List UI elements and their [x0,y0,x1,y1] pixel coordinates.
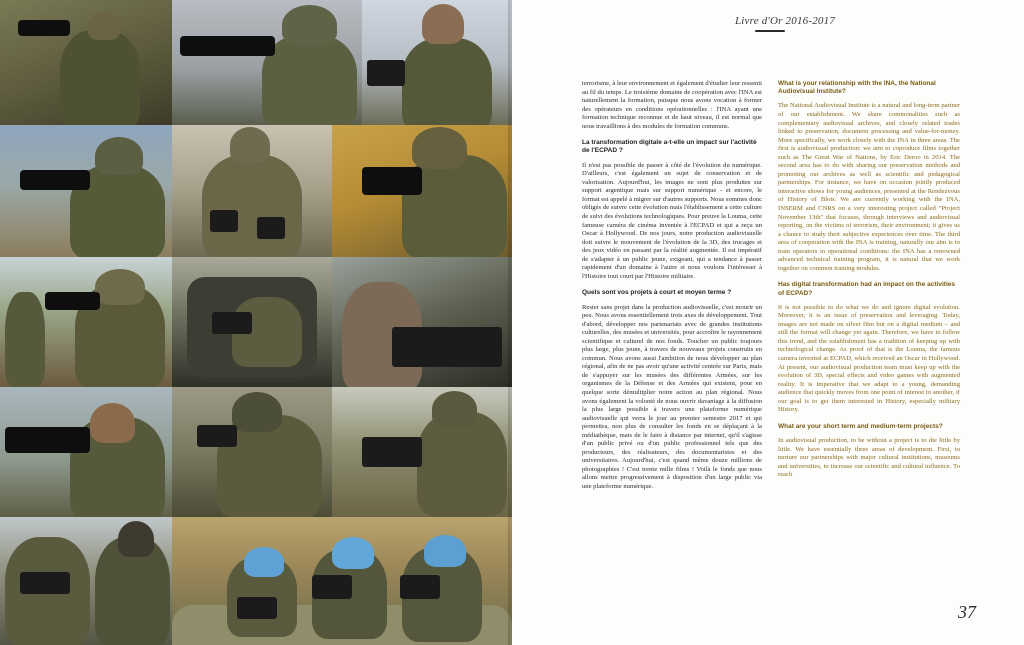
photo-soldier-telephoto [172,0,362,125]
french-answer-digital: Il n'est pas possible de passer à côté de l'évolution du numérique. D'ailleurs, c'est également un sujet de conservation et de valorisation. Aujourd'hui, les images ne sont plus produites sur support argentique mais sur support numérique - et encore, le format est appelé à migrer sur d'autres supports. Nous sommes donc obligés de suivre cette évolution mais l'établissement a cette culture de suivi des évolutions technologiques. Pour preuve la Louma, cette fameuse caméra de cinéma inventée à l'ECPAD et qui a reçu un Oscar à Hollywood. De nos jours, notre production audiovisuelle doit suivre le mouvement de l'évolution de la 3D, des trucages et des jeux vidéo en passant par la réalité augmentée. Il est impératif de s'adapter à un public jeune, exigeant, qui a tendance à passer rapidement d'un domaine à l'autre si nous voulons l'intéresser à l'Histoire tout court par l'Histoire militaire. [582,161,762,280]
photo-soldier-two-cameras [172,125,332,257]
photo-soldier-camera-2 [0,125,172,257]
english-answer-ina: The National Audiovisual Institute is a natural and long-term partner of our establishment. We share commonalities such as complementary audiovisual archives, and closely related trades linked to preservation, document processing and value-for-money. More specifically, we work closely with the INA in three areas. The first is audiovisual production: we aim to coproduce films together such as The Great War of Nations, by Eric Deroo in 2014. The second area has to do with sharing our preservation methods and promoting our archives as well as scientific and pedagogical partnerships. For instance, we have on occasion jointly produced interactive shows for young audiences, presented at the Rendezvous of History of Blois. We are currently working with the INA, INSERM and CNRS on a very interesting project called "Project November 13th" that focuses, through interviews and audiovisual reporting, on the victims of terrorism, their environment; it gives us a chance to study their subjective experiences over time. The third area of cooperation with the INA is training, naturally our aim is to train operators in operational conditions: the INA has a renowned advanced technical training program, it is natural that we work together on common training modules. [778,102,960,272]
french-question-projects: Quels sont vos projets à court et moyen terme ? [582,289,732,297]
photo-female-photographer [0,387,172,517]
photo-soldier-tripod [332,387,512,517]
french-answer-projects: Rester sans projet dans la production audiovisuelle, c'est mourir un peu. Nous avons essentiellement trois axes de développement. Tout d'abord, développer nos partenariats avec de grandes institutions culturelles, des musées et universités, pour accroître le rayonnement scientifique et culturel de nos fonds. Toucher un public toujours plus large, plus jeune, à travers de nouveaux projets construits en commun. Nous avons aussi l'ambition de nous développer au plan régional, afin de ne pas avoir qu'une activité centrée sur Paris, mais de s'appuyer sur les musées des différentes Armées, sur les organismes de la Défense et des Armées qui existent, pour en quelque sorte démultiplier notre action au plan régional. Nous avons également la volonté de nous ouvrir davantage à la diffusion la plus large possible à travers une plateforme numérique audiovisuelle qui verra le jour au premier semestre 2017 et qui permettra, non plus de consulter les fonds en se déplaçant à la médiathèque, mais de le faire à distance par internet, qu'il s'agisse d'un public privé ou d'un public professionnel tels que des producteurs, des réalisateurs, des documentaristes et des universitaires. Aujourd'hui, c'est quand même douze millions de photographies ! C'est trente mille films ! Voilà le fonds que nous allons mettre progressivement à disposition d'un large public via une plateforme numérique. [582,303,762,491]
photo-cameraman-closeup [332,257,512,387]
photo-soldier-crouching [172,387,332,517]
photo-vehicle-camera [172,257,332,387]
french-question-digital: La transformation digitale a-t-elle un impact sur l'activité de l'ECPAD ? [582,139,757,155]
english-question-digital: Has digital transformation had an impact on the activities of ECPAD? [778,281,955,297]
header-rule [755,30,785,32]
photo-soldier-headset [0,517,172,645]
photo-soldier-goggles [332,125,512,257]
english-question-projects: What are your short term and medium-term projects? [778,422,943,430]
photo-un-peacekeepers [172,517,512,645]
english-answer-digital: It is not possible to do what we do and ignore digital evolution. Moreover, it is an issue of preservation and leveraging. Today, images are not made on silver film but on a digital medium – and still the format will change yet again. Therefore, we have to follow this trend, and the establishment has a tradition of keeping up with technological change. As proof of that is the Louma, the famous camera invented at ECPAD, which received an Oscar in Hollywood. At present, our audiovisual production team must keep up with the evolution of 3D, special effects and video games with augmented reality. It is imperative that we adapt to a young, demanding audience that quickly moves from one point of interest to another, if our goal is to get them interested in History, especially military History. [778,303,960,414]
photo-soldiers-field [0,257,172,387]
french-intro-paragraph: terrorisme, à leur environnement et également d'étudier leur ressenti au fil du temps. Le troisième domaine de coopération avec l'INA est naturellement la formation, puisque nous avons vocation à former des opérateurs en conditions opérationnelles : l'INA ayant une formation technique reconnue et de haut niveau, il est normal que nous travaillions à des modules de formation communs. [582,80,762,130]
photo-soldier-camera-1 [0,0,172,125]
page-number: 37 [958,602,976,622]
english-answer-projects: In audiovisual production, to be without a project is to die little by little. We have essentially three areas of development. First, to nurture our partnerships with major cultural institutions, museums and universities, to increase our scientific and cultural influence. To reach [778,437,960,479]
english-question-ina: What is your relationship with the INA, the National Audiovisual Institute? [778,80,936,96]
running-header: Livre d'Or 2016-2017 [734,15,836,27]
french-column [582,80,762,497]
photo-soldier-sunglasses [362,0,512,125]
english-column [778,80,960,485]
